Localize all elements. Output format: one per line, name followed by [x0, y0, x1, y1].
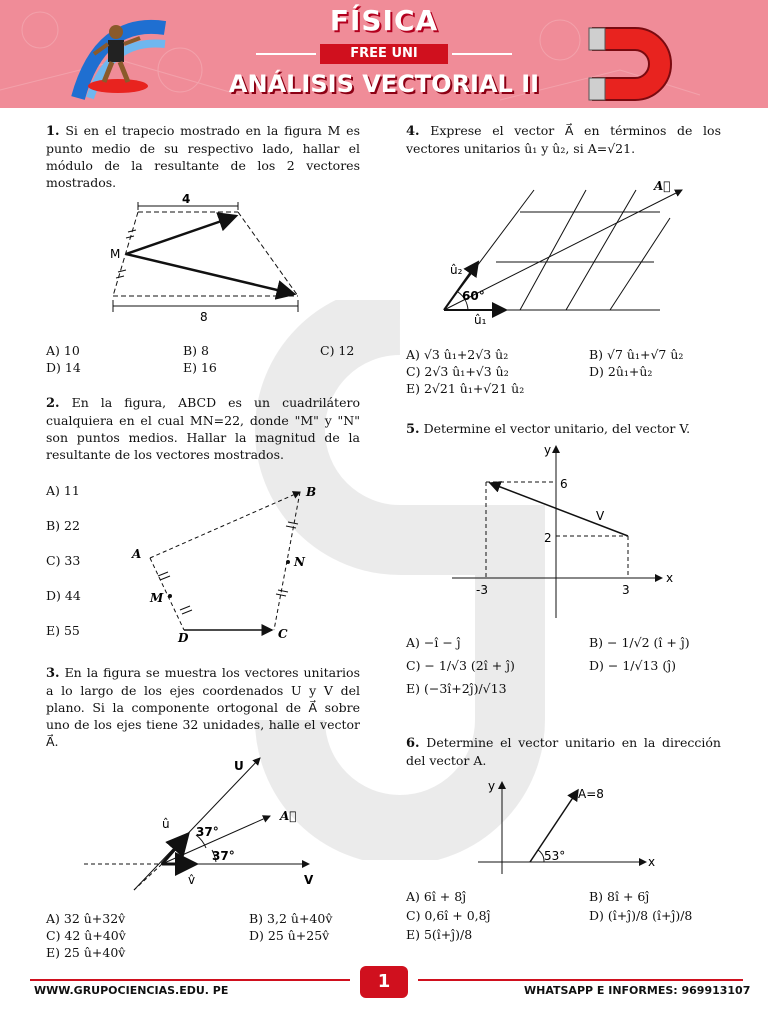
question-4-options — [406, 346, 726, 397]
q3-option-a[interactable]: A) 32 û+32v̂ — [46, 911, 126, 926]
q5-two-label: 2 — [544, 531, 552, 545]
q3-u-label: U — [234, 759, 244, 773]
q5-three-label: 3 — [622, 583, 630, 597]
question-5-options — [406, 634, 726, 697]
question-3-options — [46, 910, 366, 961]
q4-option-d[interactable]: D) 2û₁+û₂ — [589, 364, 653, 379]
q1-bottom-label: 8 — [200, 310, 208, 322]
q4-option-e[interactable]: E) 2√21 û₁+√21 û₂ — [406, 381, 525, 396]
q1-option-e[interactable]: E) 16 — [183, 360, 217, 375]
q5-y-label: y — [544, 443, 552, 457]
question-6-text: 6. Determine el vector unitario en la dirección del vector A. — [406, 735, 721, 768]
q3-option-c[interactable]: C) 42 û+40v̂ — [46, 928, 126, 943]
question-2-options — [46, 482, 126, 639]
q6-a-label: A=8 — [578, 787, 604, 801]
q4-u1-label: û₁ — [474, 313, 487, 326]
q2-b-label: B — [306, 485, 317, 499]
question-2 — [46, 394, 360, 463]
header-topic: ANÁLISIS VECTORIAL II — [228, 70, 540, 98]
q5-v-label: V — [596, 509, 605, 523]
footer-contact: WHATSAPP E INFORMES: 969913107 — [524, 984, 751, 997]
q5-option-c[interactable]: C) − 1/√3 (2î + ĵ) — [406, 658, 515, 673]
question-2-figure — [128, 480, 328, 645]
q3-vhat-label: v̂ — [188, 873, 196, 887]
question-1 — [46, 122, 360, 191]
question-6 — [406, 734, 721, 769]
q1-m-label: M — [110, 247, 121, 261]
q4-option-b[interactable]: B) √7 û₁+√7 û₂ — [589, 347, 684, 362]
q2-m-label: M — [150, 591, 164, 605]
q2-option-b[interactable]: B) 22 — [46, 518, 80, 533]
q3-angle1-label: 37° — [196, 825, 219, 839]
q5-x-label: x — [666, 571, 674, 585]
q6-option-b[interactable]: B) 8î + 6ĵ — [589, 889, 650, 904]
q6-angle-label: 53° — [544, 849, 566, 863]
q6-option-e[interactable]: E) 5(î+ĵ)/8 — [406, 927, 473, 942]
question-1-figure — [108, 190, 308, 322]
question-3-figure — [84, 750, 334, 900]
q1-option-a[interactable]: A) 10 — [46, 343, 80, 358]
question-2-text: 2. En la figura, ABCD es un cuadrilátero cualquiera en el cual MN=22, donde "M" y "N" son puntos medios. Hallar la magnitud de la resultante de los vectores mostrados. — [46, 395, 360, 462]
q6-option-c[interactable]: C) 0,6î + 0,8ĵ — [406, 908, 491, 923]
q5-option-e[interactable]: E) (−3î+2ĵ)/√13 — [406, 681, 507, 696]
q6-option-d[interactable]: D) (î+ĵ)/8 (î+ĵ)/8 — [589, 908, 693, 923]
q1-option-d[interactable]: D) 14 — [46, 360, 81, 375]
q3-option-d[interactable]: D) 25 û+25v̂ — [249, 928, 330, 943]
q4-a-label: A⃗ — [654, 179, 671, 193]
q3-v-label: V — [304, 873, 314, 887]
question-4 — [406, 122, 721, 157]
footer-line-left — [30, 979, 350, 981]
q2-n-label: N — [294, 555, 305, 569]
q5-option-a[interactable]: A) −î − ĵ — [406, 635, 461, 650]
q2-option-a[interactable]: A) 11 — [46, 483, 80, 498]
q4-u2-label: û₂ — [450, 263, 463, 277]
q2-d-label: D — [178, 631, 189, 645]
q3-option-b[interactable]: B) 3,2 û+40v̂ — [249, 911, 333, 926]
question-6-figure — [474, 774, 664, 878]
q3-option-e[interactable]: E) 25 û+40v̂ — [46, 945, 126, 960]
q4-angle-label: 60° — [462, 289, 485, 303]
q2-a-label: A — [132, 547, 142, 561]
question-3-text: 3. En la figura se muestra los vectores unitarios a lo largo de los ejes coordenados U y V del plano. Si la componente ortogonal de A⃗ sobre uno de los ejes tiene 32 unidades, halle el vector A⃗. — [46, 665, 360, 749]
question-3 — [46, 664, 360, 750]
q5-option-d[interactable]: D) − 1/√13 (ĵ) — [589, 658, 676, 673]
question-4-text: 4. Exprese el vector A⃗ en términos de los vectores unitarios û₁ y û₂, si A=√21. — [406, 123, 721, 156]
q1-option-c[interactable]: C) 12 — [320, 343, 355, 358]
q6-option-a[interactable]: A) 6î + 8ĵ — [406, 889, 467, 904]
q2-c-label: C — [278, 627, 288, 641]
q3-angle2-label: 37° — [212, 849, 235, 863]
question-1-options — [46, 342, 360, 376]
q1-option-b[interactable]: B) 8 — [183, 343, 209, 358]
footer-line-right — [418, 979, 743, 981]
footer-website[interactable]: WWW.GRUPOCIENCIAS.EDU. PE — [34, 984, 229, 997]
page-header — [0, 0, 768, 108]
question-4-figure — [430, 176, 690, 326]
question-5-text: 5. Determine el vector unitario, del vector V. — [406, 421, 691, 437]
q2-option-d[interactable]: D) 44 — [46, 588, 81, 603]
q2-option-e[interactable]: E) 55 — [46, 623, 80, 638]
q6-x-label: x — [648, 855, 656, 869]
question-1-text: 1. Si en el trapecio mostrado en la figura M es punto medio de su respectivo lado, hallar el módulo de la resultante de los 2 vectores mostrados. — [46, 123, 360, 190]
question-6-options — [406, 888, 726, 943]
q4-option-a[interactable]: A) √3 û₁+2√3 û₂ — [406, 347, 509, 362]
q4-option-c[interactable]: C) 2√3 û₁+√3 û₂ — [406, 364, 509, 379]
q2-option-c[interactable]: C) 33 — [46, 553, 81, 568]
page-number: 1 — [360, 966, 408, 998]
question-5 — [406, 420, 721, 438]
q5-six-label: 6 — [560, 477, 568, 491]
q3-uhat-label: û — [162, 817, 170, 831]
header-title: FÍSICA — [329, 4, 439, 37]
q3-a-label: A⃗ — [280, 809, 297, 823]
question-5-figure — [450, 440, 686, 624]
q5-option-b[interactable]: B) − 1/√2 (î + ĵ) — [589, 635, 690, 650]
q1-top-label: 4 — [182, 192, 191, 206]
q6-y-label: y — [488, 779, 496, 793]
header-subtitle: FREE UNI — [320, 44, 448, 64]
q5-mthree-label: -3 — [476, 583, 488, 597]
